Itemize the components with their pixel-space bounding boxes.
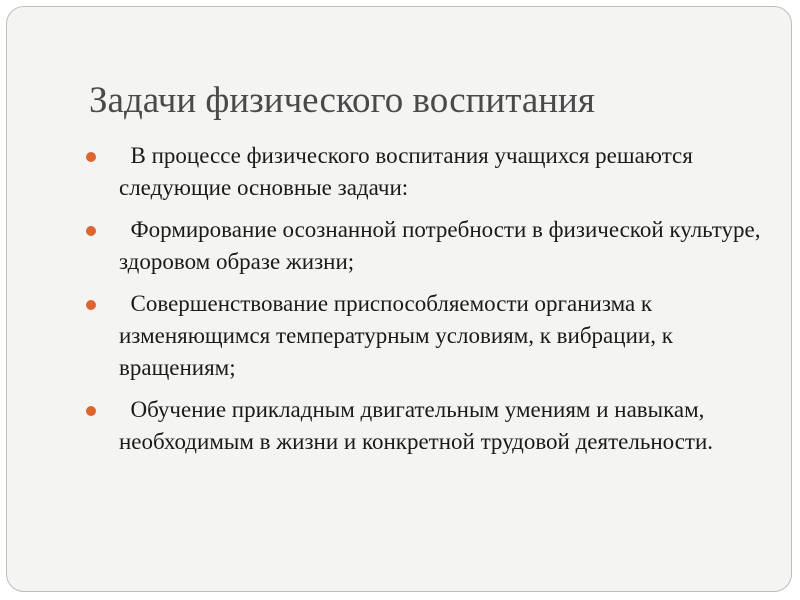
bullet-item xyxy=(81,288,771,384)
slide-frame xyxy=(6,6,792,592)
slide-title: Задачи физического воспитания xyxy=(89,80,595,121)
bullet-text: В процессе физического воспитания учащихся решаются следующие основные задачи: xyxy=(119,143,699,200)
bullet-dot-icon xyxy=(86,406,96,416)
bullet-item xyxy=(81,214,771,278)
bullet-text: Формирование осознанной потребности в физической культуре, здоровом образе жизни; xyxy=(119,217,767,274)
bullet-list xyxy=(81,140,771,468)
bullet-dot-icon xyxy=(86,152,96,162)
bullet-dot-icon xyxy=(86,226,96,236)
bullet-dot-icon xyxy=(86,300,96,310)
bullet-item xyxy=(81,394,771,458)
bullet-text: Совершенствование приспособляемости организма к изменяющимся температурным условиям, к вибрации, к вращениям; xyxy=(119,291,679,380)
bullet-item xyxy=(81,140,771,204)
bullet-text: Обучение прикладным двигательным умениям и навыкам, необходимым в жизни и конкретной трудовой деятельности. xyxy=(119,397,714,454)
